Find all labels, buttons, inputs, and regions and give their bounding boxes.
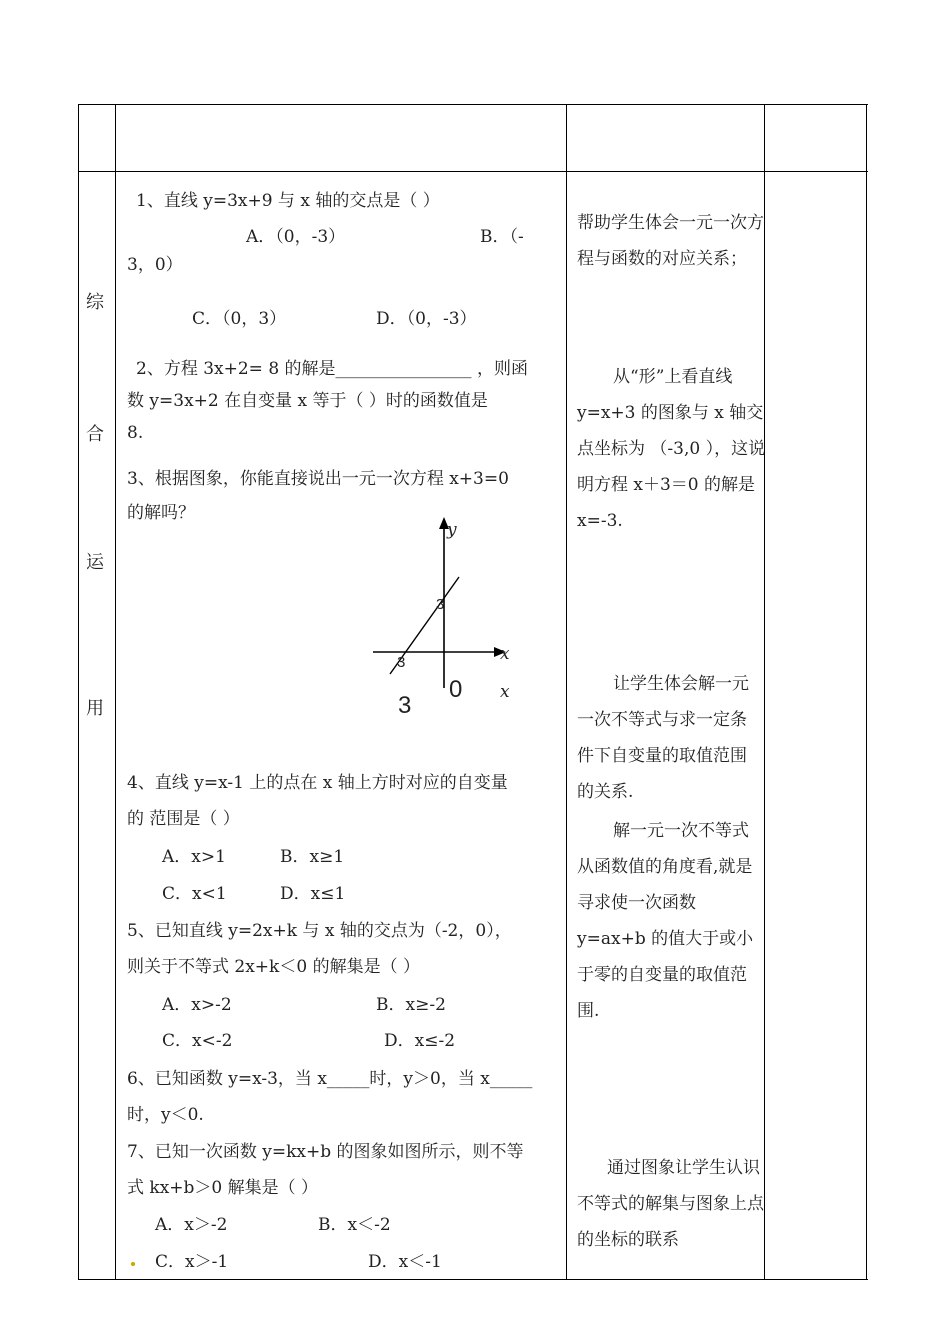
- q4-option-d: D．x≤1: [280, 884, 346, 904]
- graph-tick-x: 3: [397, 654, 406, 671]
- table-col-divider-1: [115, 104, 116, 1280]
- q1-option-a: A．（0，-3）: [246, 227, 346, 247]
- table-col-divider-2: [566, 104, 567, 1280]
- q1-option-d: D．（0，-3）: [376, 309, 477, 329]
- q3-line-1: 3、根据图象，你能直接说出一元一次方程 x+3=0: [127, 469, 509, 489]
- side-label-char-2: 合: [86, 424, 104, 445]
- q5-line-1: 5、已知直线 y=2x+k 与 x 轴的交点为（-2，0），: [127, 921, 512, 941]
- q7-line-2: 式 kx+b＞0 解集是（ ）: [127, 1178, 319, 1198]
- q7-option-d: D．x＜-1: [368, 1252, 442, 1272]
- q6-line-1: 6、已知函数 y=x-3，当 x_____时，y＞0，当 x_____: [127, 1069, 533, 1089]
- q7-line-1: 7、已知一次函数 y=kx+b 的图象如图所示，则不等: [127, 1142, 524, 1162]
- table-border-left: [78, 104, 79, 1280]
- graph-x-label: x: [500, 644, 510, 664]
- table-header-divider: [78, 171, 868, 172]
- q5-option-d: D．x≤-2: [384, 1031, 456, 1051]
- q5-option-a: A．x>-2: [162, 995, 232, 1015]
- q5-option-b: B．x≥-2: [376, 995, 446, 1015]
- q3-line-2: 的解吗？: [127, 503, 195, 523]
- q4-line-2: 的 范围是（ ）: [127, 809, 240, 829]
- side-label-char-4: 用: [86, 698, 104, 719]
- note-equation-function: 帮助学生体会一元一次方程与函数的对应关系；: [577, 213, 764, 269]
- side-label-char-3: 运: [86, 552, 104, 573]
- table-border-top: [78, 104, 868, 105]
- note-graph-solution-set: 通过图象让学生认识不等式的解集与图象上点的坐标的联系: [577, 1158, 764, 1250]
- q7-option-c: C．x＞-1: [155, 1252, 229, 1272]
- table-col-divider-3: [764, 104, 765, 1280]
- note-inequality-relation: 让学生体会解一元一次不等式与求一定条件下自变量的取值范围的关系.: [577, 674, 749, 802]
- q1-option-c: C．（0，3）: [192, 309, 287, 329]
- table-border-right: [866, 104, 867, 1280]
- q7-option-b: B．x＜-2: [318, 1215, 391, 1235]
- q4-option-b: B．x≥1: [280, 847, 345, 867]
- q5-option-c: C．x<-2: [162, 1031, 233, 1051]
- q1-option-b-continued: 3，0）: [127, 255, 183, 275]
- graph-tick-y: 3: [436, 596, 445, 613]
- q1-option-b: B．（-: [480, 227, 524, 247]
- graph-stray-3: 3: [398, 692, 412, 719]
- q2-line-1: 2、方程 3x+2= 8 的解是________________ ，则函: [136, 359, 528, 379]
- q4-option-c: C．x<1: [162, 884, 227, 904]
- note-function-value: 解一元一次不等式从函数值的角度看,就是寻求使一次函数 y=ax+b 的值大于或小于零的自变量的取值范围.: [577, 821, 754, 1021]
- q4-line-1: 4、直线 y=x-1 上的点在 x 轴上方时对应的自变量: [127, 773, 508, 793]
- q2-line-3: 8.: [127, 423, 144, 443]
- q1-stem: 1、直线 y=3x+9 与 x 轴的交点是（ ）: [136, 191, 440, 211]
- graph-y-label: y: [447, 520, 457, 540]
- graph-origin: 0: [449, 676, 463, 703]
- note-graph-interpretation: 从“形”上看直线 y=x+3 的图象与 x 轴交点坐标为 （-3,0 ），这说明方程 x＋3＝0 的解是 x=-3.: [577, 367, 766, 531]
- q7-option-a: A．x＞-2: [155, 1215, 228, 1235]
- q2-line-2: 数 y=3x+2 在自变量 x 等于（ ）时的函数值是: [127, 391, 488, 411]
- q5-line-2: 则关于不等式 2x+k＜0 的解集是（ ）: [127, 957, 420, 977]
- graph-stray-x: x: [500, 682, 510, 702]
- q6-line-2: 时，y＜0.: [127, 1105, 204, 1125]
- q4-option-a: A．x>1: [162, 847, 226, 867]
- side-label-char-1: 综: [86, 292, 104, 313]
- decorative-dot: [131, 1262, 135, 1266]
